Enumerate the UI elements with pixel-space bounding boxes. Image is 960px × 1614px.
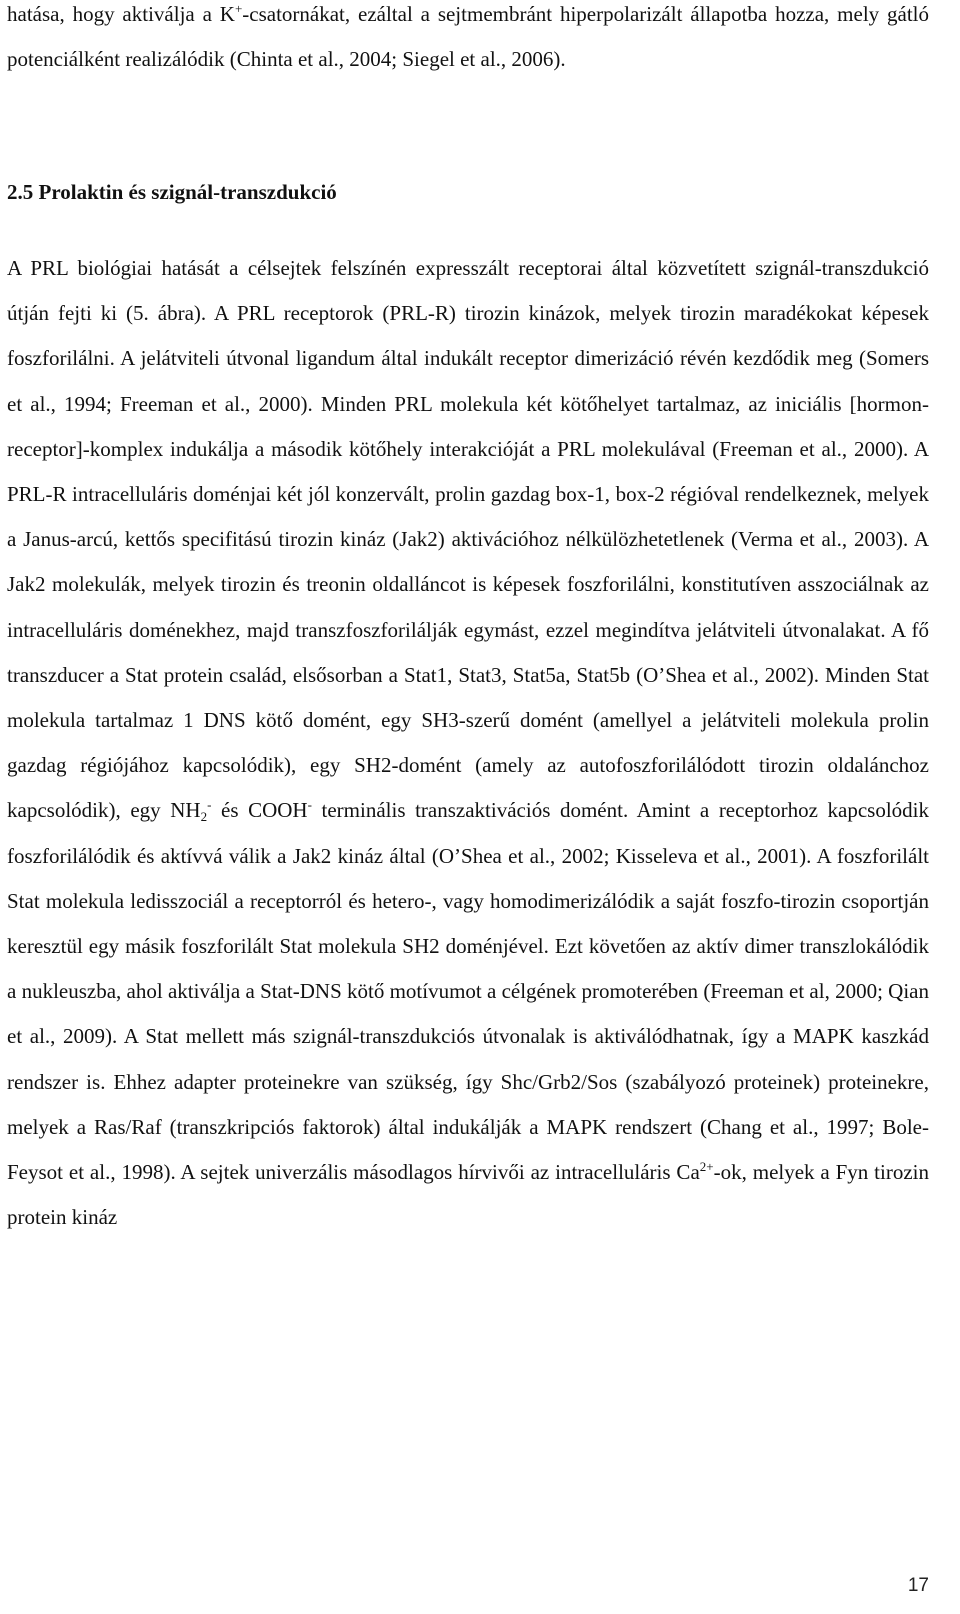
text-run: A PRL biológiai hatását a célsejtek felszínén expresszált receptorai által közvetített szignál-transzdukció útján fejti ki (5. ábra). A PRL receptorok (PRL-R) tirozin kinázok, melyek tirozin maradékokat képesek foszforilálni. A jelátviteli útvonal ligandum által indukált receptor dimerizáció révén kezdődik meg (Somers et al., 1994; Freeman et al., 2000). Minden PRL molekula két kötőhelyet tartalmaz, az iniciális [hormon-receptor]-komplex indukálja a második kötőhely interakcióját a PRL molekulával (Freeman et al., 2000). A PRL-R intracelluláris doménjai két jól konzervált, prolin gazdag box-1, box-2 régióval rendelkeznek, melyek a Janus-arcú, kettős specifitású tirozin kináz (Jak2) aktivációhoz nélkülözhetetlenek (Verma et al., 2003). A Jak2 molekulák, melyek tirozin és treonin oldalláncot is képesek foszforilálni, konstitutíven asszociálnak az intracelluláris doménekhez, majd transzfoszforilálják egymást, ezzel megindítva jelátviteli útvonalakat. A fő transzducer a Stat protein család, elsősorban a Stat1, Stat3, Stat5a, Stat5b (O’Shea et al., 2002). Minden Stat molekula tartalmaz 1 DNS kötő domént, egy SH3-szerű domént (amellyel a jelátviteli molekula prolin gazdag régiójához kapcsolódik), egy SH2-domént (amely az autofoszforilálódott tirozin oldalánchoz kapcsolódik), egy NH xyxy=(7,256,929,823)
text-run: hatása, hogy aktiválja a K xyxy=(7,2,235,26)
text-run: -csatornákat, ezáltal a sejtmembránt hiperpolarizált állapotba hozza, mely gátló potenciálként realizálódik (Chinta et al., 2004; Siegel et al., 2006). xyxy=(7,2,929,72)
page-number: 17 xyxy=(907,1575,929,1596)
subscript: 2 xyxy=(200,809,208,825)
paragraph-continued xyxy=(7,0,929,82)
superscript: + xyxy=(234,1,243,16)
superscript: - xyxy=(207,797,212,813)
section-heading: 2.5 Prolaktin és szignál-transzdukció xyxy=(7,180,337,204)
superscript: 2+ xyxy=(699,1159,714,1175)
text-run: -ok, melyek a Fyn tirozin protein kináz xyxy=(7,1160,929,1230)
text-run: terminális transzaktivációs domént. Amint a receptorhoz kapcsolódik foszforilálódik és aktívvá válik a Jak2 kináz által (O’Shea et al., 2002; Kisseleva et al., 2001). A foszforilált Stat molekula ledisszociál a receptorról és hetero-, vagy homodimerizálódik a saját foszfo-tirozin csoportján keresztül egy másik foszforilált Stat molekula SH2 doménjével. Ezt követően az aktív dimer transzlokálódik a nukleuszba, ahol aktiválja a Stat-DNS kötő motívumot a célgének promoterében (Freeman et al, 2000; Qian et al., 2009). A Stat mellett más szignál-transzdukciós útvonalak is aktiválódhatnak, így a MAPK kaszkád rendszer is. Ehhez adapter proteinekre van szükség, így Shc/Grb2/Sos (szabályozó proteinek) proteinekre, melyek a Ras/Raf (transzkripciós faktorok) által indukálják a MAPK rendszert (Chang et al., 1997; Bole-Feysot et al., 1998). A sejtek univerzális másodlagos hírvivői az intracelluláris Ca xyxy=(7,798,929,1185)
paragraph-body xyxy=(7,246,929,1240)
text-run: és COOH xyxy=(211,798,308,823)
superscript: - xyxy=(307,797,312,813)
